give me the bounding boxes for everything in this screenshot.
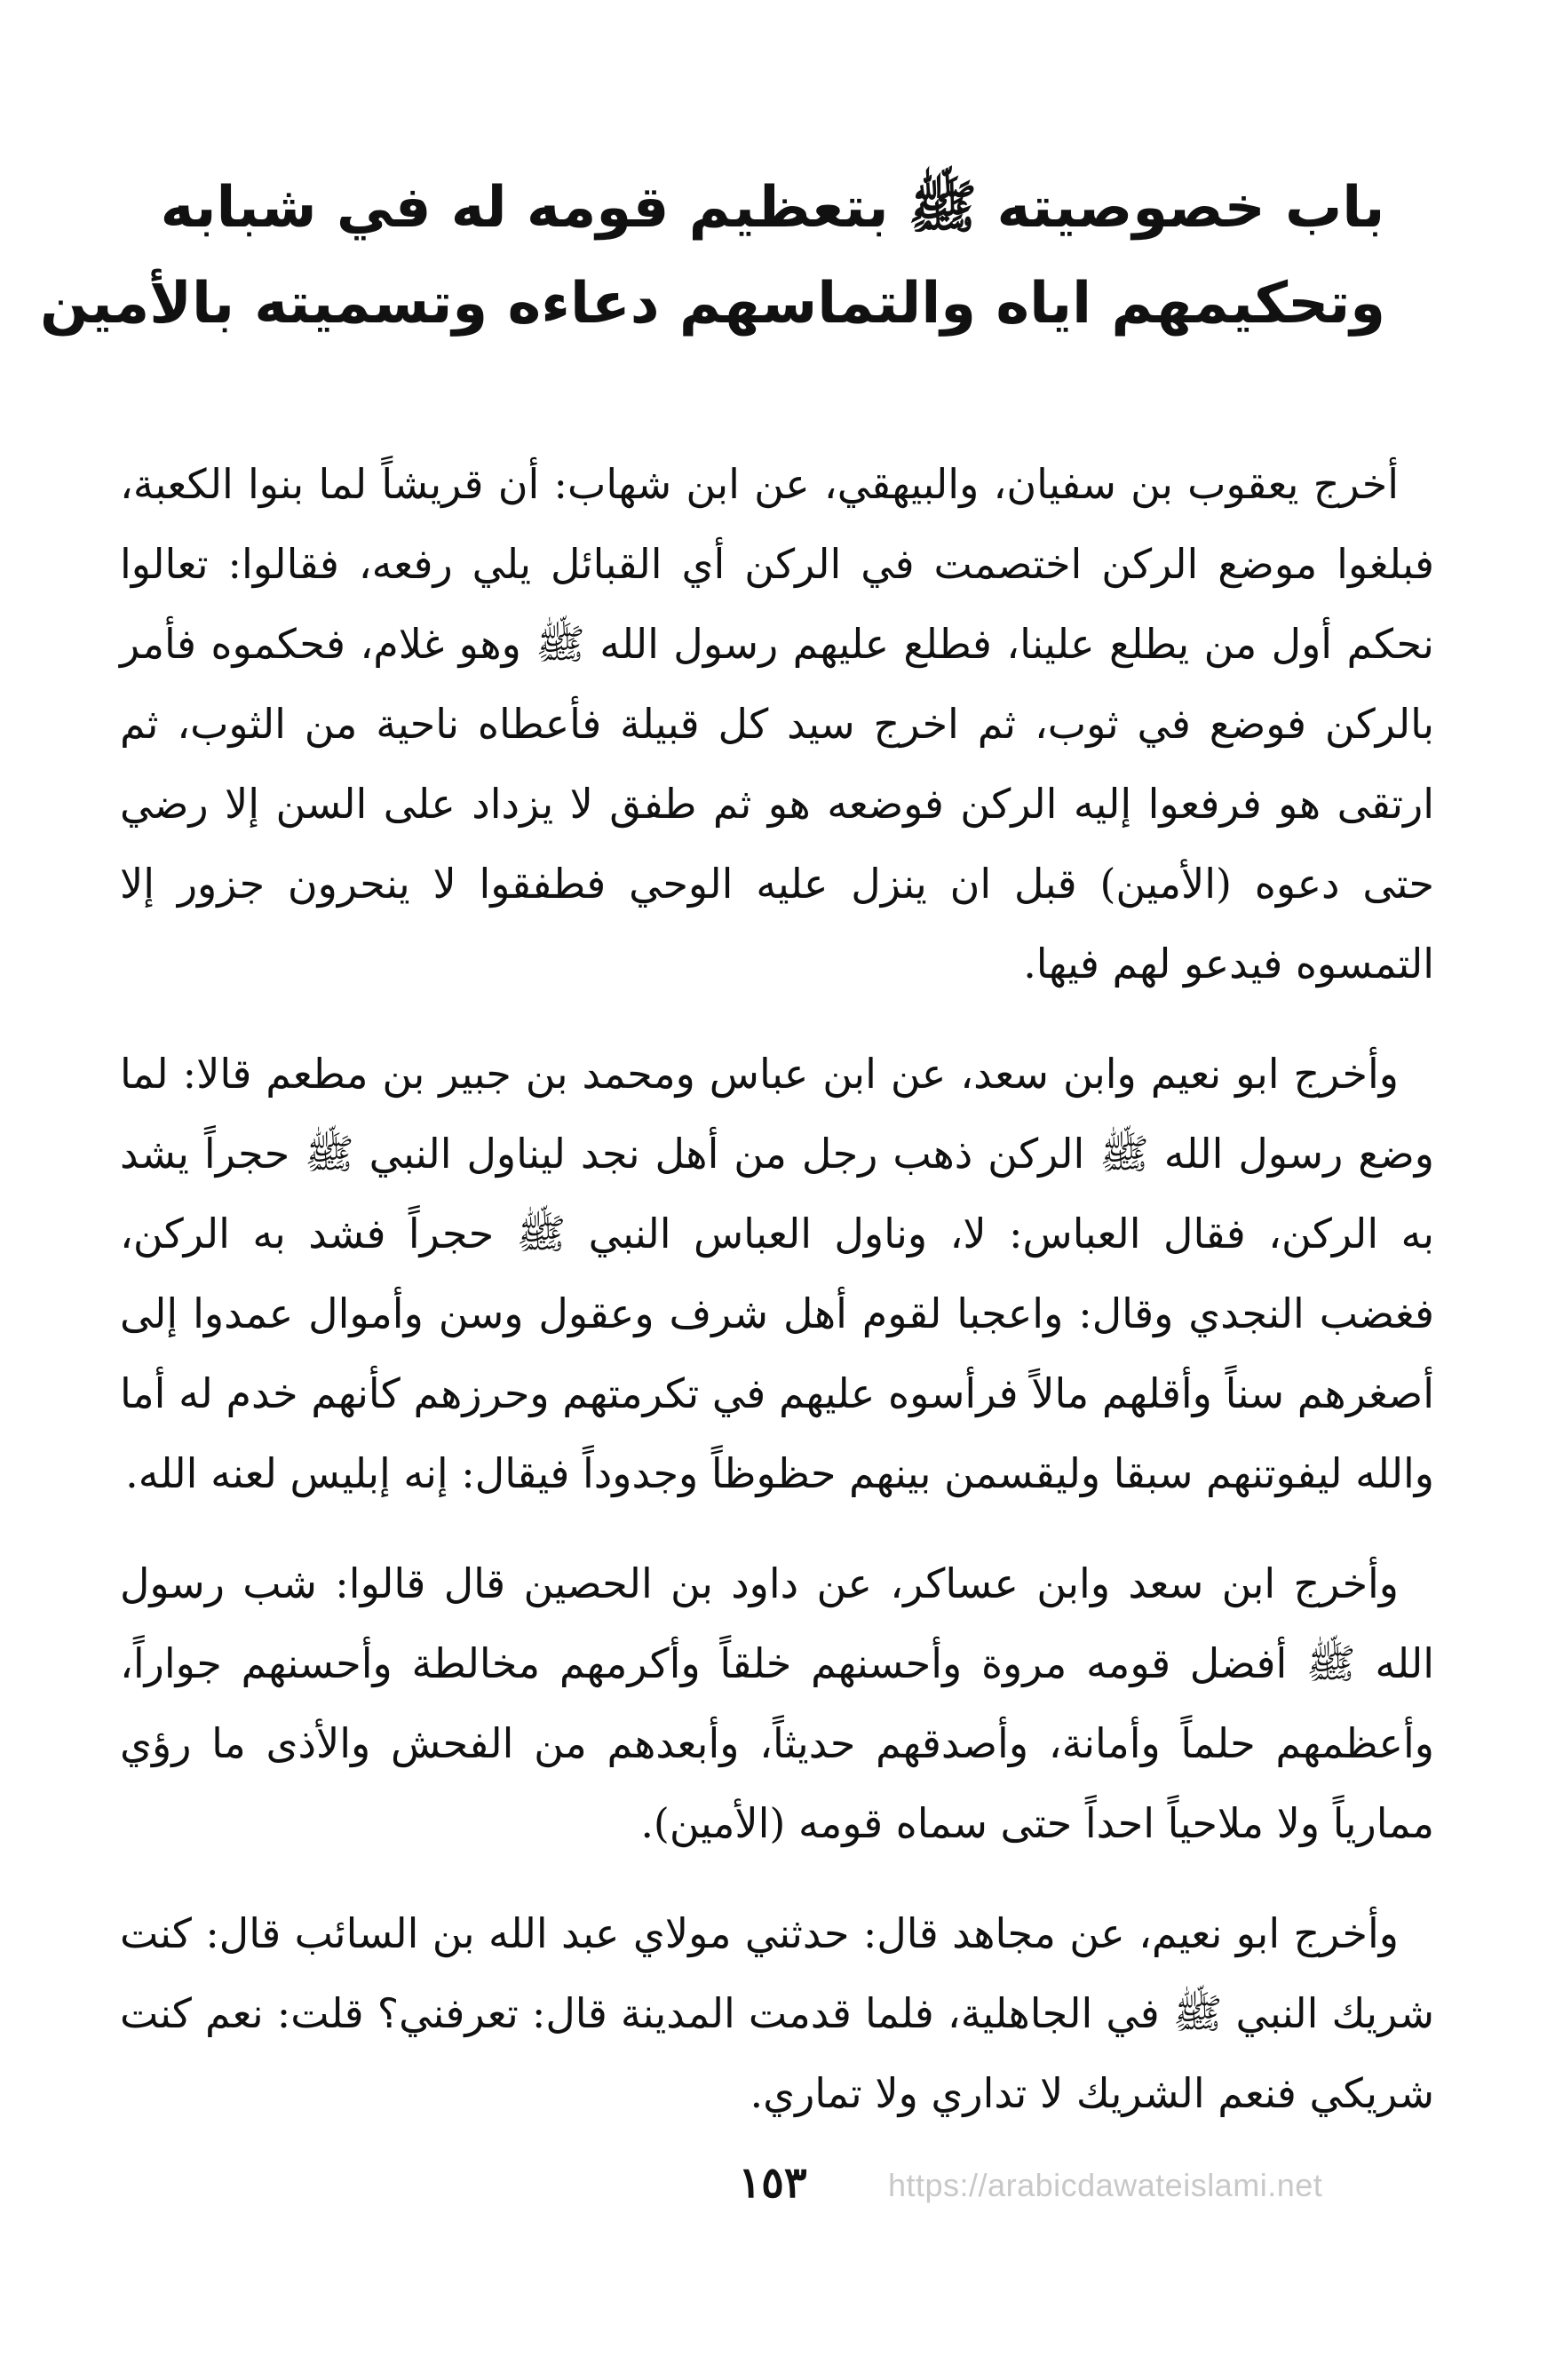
chapter-heading (39, 160, 1385, 352)
watermark-url: https://arabicdawateislami.net (888, 2167, 1323, 2203)
paragraph-3: وأخرج ابن سعد وابن عساكر، عن داود بن الحصين قال قالوا: شب رسول الله ﷺ أفضل قومه مروة وأحسنهم خلقاً وأكرمهم مخالطة وأحسنهم جواراً، وأعظمهم حلماً وأمانة، وأصدقهم حديثاً، وأبعدهم من الفحش والأذى ما رؤي ممارياً ولا ملاحياً احداً حتى سماه قومه (الأمين). (120, 1559, 1435, 1847)
paragraph-1: أخرج يعقوب بن سفيان، والبيهقي، عن ابن شهاب: أن قريشاً لما بنوا الكعبة، فبلغوا موضع الركن اختصمت في الركن أي القبائل يلي رفعه، فقالوا: تعالوا نحكم أول من يطلع علينا، فطلع عليهم رسول الله ﷺ وهو غلام، فحكموه فأمر بالركن فوضع في ثوب، ثم اخرج سيد كل قبيلة فأعطاه ناحية من الثوب، ثم ارتقى هو فرفعوا إليه الركن فوضعه هو ثم طفق لا يزداد على السن إلا رضي حتى دعوه (الأمين) قبل ان ينزل عليه الوحي فطفقوا لا ينحرون جزور إلا التمسوه فيدعو لهم فيها. (120, 460, 1434, 988)
paragraph-4: وأخرج ابو نعيم، عن مجاهد قال: حدثني مولاي عبد الله بن السائب قال: كنت شريك النبي ﷺ في الجاهلية، فلما قدمت المدينة قال: تعرفني؟ قلت: نعم كنت شريكي فنعم الشريك لا تداري ولا تماري. (120, 1909, 1434, 2117)
body-text (120, 444, 1434, 2163)
heading-line-2: وتحكيمهم اياه والتماسهم دعاءه وتسميته بالأمين (39, 271, 1385, 337)
paragraph-2: وأخرج ابو نعيم وابن سعد، عن ابن عباس ومحمد بن جبير بن مطعم قالا: لما وضع رسول الله ﷺ الركن ذهب رجل من أهل نجد ليناول النبي ﷺ حجراً يشد به الركن، فقال العباس: لا، وناول العباس النبي ﷺ حجراً فشد به الركن، فغضب النجدي وقال: واعجبا لقوم أهل شرف وعقول وسن وأموال عمدوا إلى أصغرهم سناً وأقلهم مالاً فرأسوه عليهم في تكرمتهم وحرزهم كأنهم خدم له أما والله ليفوتنهم سبقا وليقسمن بينهم حظوظاً وجدوداً فيقال: إنه إبليس لعنه الله. (120, 1050, 1434, 1497)
page-number: ١٥٣ (738, 2158, 807, 2208)
heading-line-1: باب خصوصيته ﷺ بتعظيم قومه له في شبابه (160, 175, 1385, 241)
